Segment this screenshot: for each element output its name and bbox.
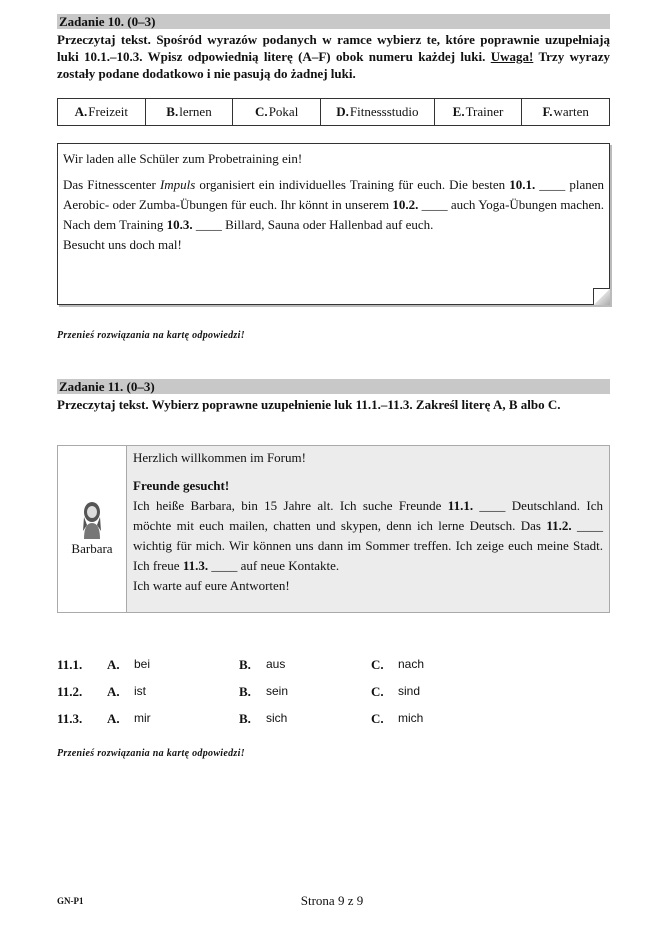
- task10-note-label: Uwaga!: [490, 49, 534, 64]
- answer-row-11-1: 11.1. A. bei B. aus C. nach: [57, 651, 503, 678]
- forum-closing: Ich warte auf eure Antworten!: [133, 578, 290, 593]
- task10-text-box: [57, 143, 610, 305]
- option-b[interactable]: B. aus: [239, 656, 286, 672]
- word-cell-b: B. lernen: [146, 99, 234, 125]
- text-closing: Besucht uns doch mal!: [63, 237, 182, 252]
- task10-instruction: [57, 31, 610, 82]
- word-cell-e: E. Trainer: [435, 99, 523, 125]
- answer-row-11-2: 11.2. A. ist B. sein C. sind: [57, 678, 503, 705]
- task11-header: Zadanie 11. (0–3): [57, 379, 610, 394]
- forum-welcome: Herzlich willkommen im Forum!: [133, 450, 306, 465]
- task10-instruction-text: Przeczytaj tekst. Spośród wyrazów podanych w ramce wybierz te, które poprawnie uzupełniają luki 10.1.–10.3. Wpisz odpowiednią literę (A–F) obok numeru każdej luki.: [57, 32, 610, 64]
- option-c[interactable]: C. sind: [371, 683, 421, 699]
- exam-code: GN-P1: [57, 896, 84, 906]
- option-a[interactable]: A. bei: [107, 656, 151, 672]
- gap-10-1: 10.1.: [509, 177, 536, 192]
- user-avatar-icon: [81, 501, 103, 539]
- word-cell-c: C. Pokal: [233, 99, 321, 125]
- forum-post: [57, 445, 610, 613]
- word-cell-f: F. warten: [542, 104, 589, 119]
- answer-options: [57, 651, 503, 732]
- forum-title: Freunde gesucht!: [133, 478, 230, 493]
- task11-instruction: Przeczytaj tekst. Wybierz poprawne uzupełnienie luk 11.1.–11.3. Zakreśl literę A, B albo C.: [57, 397, 561, 412]
- option-b[interactable]: B. sein: [239, 683, 289, 699]
- task10-transfer-note: Przenieś rozwiązania na kartę odpowiedzi!: [57, 330, 245, 341]
- page-number: Strona 9 z 9: [300, 893, 364, 908]
- page-curl-decoration: [593, 288, 610, 305]
- gap-11-3: 11.3.: [182, 558, 209, 573]
- gap-10-3: 10.3.: [166, 217, 193, 232]
- word-bank-table: [57, 98, 610, 126]
- word-cell-d: D. Fitnessstudio: [321, 99, 435, 125]
- gap-11-1: 11.1.: [447, 498, 474, 513]
- forum-body: Ich heiße Barbara, bin 15 Jahre alt. Ich suche Freunde 11.1. ____ Deutschland. Ich möchte mit euch mailen, chatten und skypen, denn ich lerne Deutsch. Das 11.2. ____ wichtig für mich. Wir können uns dann im Sommer treffen. Ich zeige euch meine Stadt. Ich freue 11.3. ____ auf neue Kontakte.: [133, 498, 604, 573]
- task10-header: Zadanie 10. (0–3): [57, 14, 610, 29]
- option-c[interactable]: C. nach: [371, 656, 425, 672]
- option-c[interactable]: C. mich: [371, 710, 424, 726]
- gap-10-2: 10.2.: [392, 197, 419, 212]
- option-a[interactable]: A. mir: [107, 710, 151, 726]
- text-greeting: Wir laden alle Schüler zum Probetraining ein!: [63, 151, 303, 166]
- word-cell-a: A. Freizeit: [58, 99, 146, 125]
- forum-username: Barbara: [71, 541, 113, 556]
- option-b[interactable]: B. sich: [239, 710, 288, 726]
- task11-transfer-note: Przenieś rozwiązania na kartę odpowiedzi!: [57, 748, 245, 759]
- answer-row-11-3: 11.3. A. mir B. sich C. mich: [57, 705, 503, 732]
- forum-user-panel: [58, 446, 127, 612]
- task10-note-text: Trzy wyrazy zostały podane dodatkowo i nie pasują do żadnej luki.: [57, 49, 610, 81]
- forum-content: [127, 446, 609, 612]
- option-a[interactable]: A. ist: [107, 683, 146, 699]
- gap-11-2: 11.2.: [546, 518, 572, 533]
- text-paragraph: Das Fitnesscenter Impuls organisiert ein individuelles Training für euch. Die besten 10.1. ____ planen Aerobic- oder Zumba-Übungen für euch. Ihr könnt in unserem 10.2. ____ auch Yoga-Übungen machen. Nach dem Training 10.3. ____ Billard, Sauna oder Hallenbad auf euch.: [63, 177, 605, 232]
